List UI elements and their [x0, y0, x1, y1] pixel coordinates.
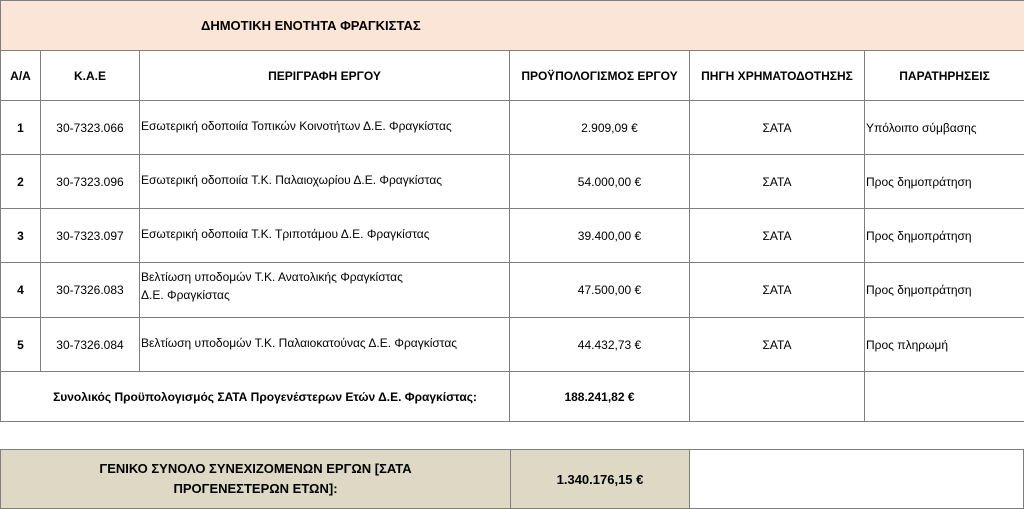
grand-total-empty-cell [690, 450, 1024, 509]
summary-value: 188.241,82 € [510, 372, 690, 422]
row-kae: 30-7323.097 [41, 209, 140, 263]
row-description: Εσωτερική οδοποιία Τ.Κ. Τριποτάμου Δ.Ε. Φραγκίστας [140, 209, 510, 263]
row-description: Εσωτερική οδοποιία Τ.Κ. Παλαιοχωρίου Δ.Ε. Φραγκίστας [140, 155, 510, 209]
grand-total-value: 1.340.176,15 € [511, 450, 690, 509]
row-source: ΣΑΤΑ [690, 101, 865, 155]
row-description: Βελτίωση υποδομών Τ.Κ. Παλαιοκατούνας Δ.Ε. Φραγκίστας [140, 318, 510, 372]
row-budget: 47.500,00 € [510, 263, 690, 318]
grand-total-label-line-2: ΠΡΟΓΕΝΕΣΤΕΡΩΝ ΕΤΩΝ]: [1, 479, 510, 499]
row-aa: 5 [1, 318, 41, 372]
summary-empty-cell [690, 372, 865, 422]
header-source: ΠΗΓΗ ΧΡΗΜΑΤΟΔΟΤΗΣΗΣ [690, 51, 865, 101]
row-kae: 30-7323.096 [41, 155, 140, 209]
row-source: ΣΑΤΑ [690, 263, 865, 318]
row-budget: 2.909,09 € [510, 101, 690, 155]
row-budget: 54.000,00 € [510, 155, 690, 209]
row-source: ΣΑΤΑ [690, 155, 865, 209]
row-source: ΣΑΤΑ [690, 318, 865, 372]
summary-empty-cell [865, 372, 1024, 422]
header-aa: Α/Α [1, 51, 41, 101]
summary-row [1, 372, 1024, 422]
row-budget: 39.400,00 € [510, 209, 690, 263]
grand-total-label-line-1: ΓΕΝΙΚΟ ΣΥΝΟΛΟ ΣΥΝΕΧΙΖΟΜΕΝΩΝ ΕΡΓΩΝ [ΣΑΤΑ [1, 459, 510, 479]
table-row [1, 318, 1024, 372]
row-description [140, 263, 510, 318]
row-notes: Προς δημοπράτηση [865, 155, 1024, 209]
row-aa: 1 [1, 101, 41, 155]
summary-label: Συνολικός Προϋπολογισμός ΣΑΤΑ Προγενέστερων Ετών Δ.Ε. Φραγκίστας: [1, 372, 510, 422]
row-notes: Προς δημοπράτηση [865, 209, 1024, 263]
header-description: ΠΕΡΙΓΡΑΦΗ ΕΡΓΟΥ [140, 51, 510, 101]
table-row [1, 155, 1024, 209]
section-title: ΔΗΜΟΤΙΚΗ ΕΝΟΤΗΤΑ ΦΡΑΓΚΙΣΤΑΣ [1, 1, 1024, 51]
row-notes: Υπόλοιπο σύμβασης [865, 101, 1024, 155]
table-row [1, 209, 1024, 263]
header-row [1, 51, 1024, 101]
grand-total-table [0, 449, 1024, 509]
header-notes: ΠΑΡΑΤΗΡΗΣΕΙΣ [865, 51, 1024, 101]
row-kae: 30-7326.083 [41, 263, 140, 318]
table-row [1, 263, 1024, 318]
row-notes: Προς δημοπράτηση [865, 263, 1024, 318]
row-kae: 30-7323.066 [41, 101, 140, 155]
row-description: Εσωτερική οδοποιία Τοπικών Κοινοτήτων Δ.Ε. Φραγκίστας [140, 101, 510, 155]
row-kae: 30-7326.084 [41, 318, 140, 372]
grand-total-label [1, 450, 511, 509]
row-aa: 3 [1, 209, 41, 263]
row-aa: 2 [1, 155, 41, 209]
row-notes: Προς πληρωμή [865, 318, 1024, 372]
header-kae: Κ.Α.Ε [41, 51, 140, 101]
row-description-line-2: Δ.Ε. Φραγκίστας [141, 286, 509, 304]
row-source: ΣΑΤΑ [690, 209, 865, 263]
header-budget: ΠΡΟΫΠΟΛΟΓΙΣΜΟΣ ΕΡΓΟΥ [510, 51, 690, 101]
row-budget: 44.432,73 € [510, 318, 690, 372]
row-description-line-1: Βελτίωση υποδομών Τ.Κ. Ανατολικής Φραγκίστας [141, 268, 509, 286]
row-aa: 4 [1, 263, 41, 318]
table-row [1, 101, 1024, 155]
